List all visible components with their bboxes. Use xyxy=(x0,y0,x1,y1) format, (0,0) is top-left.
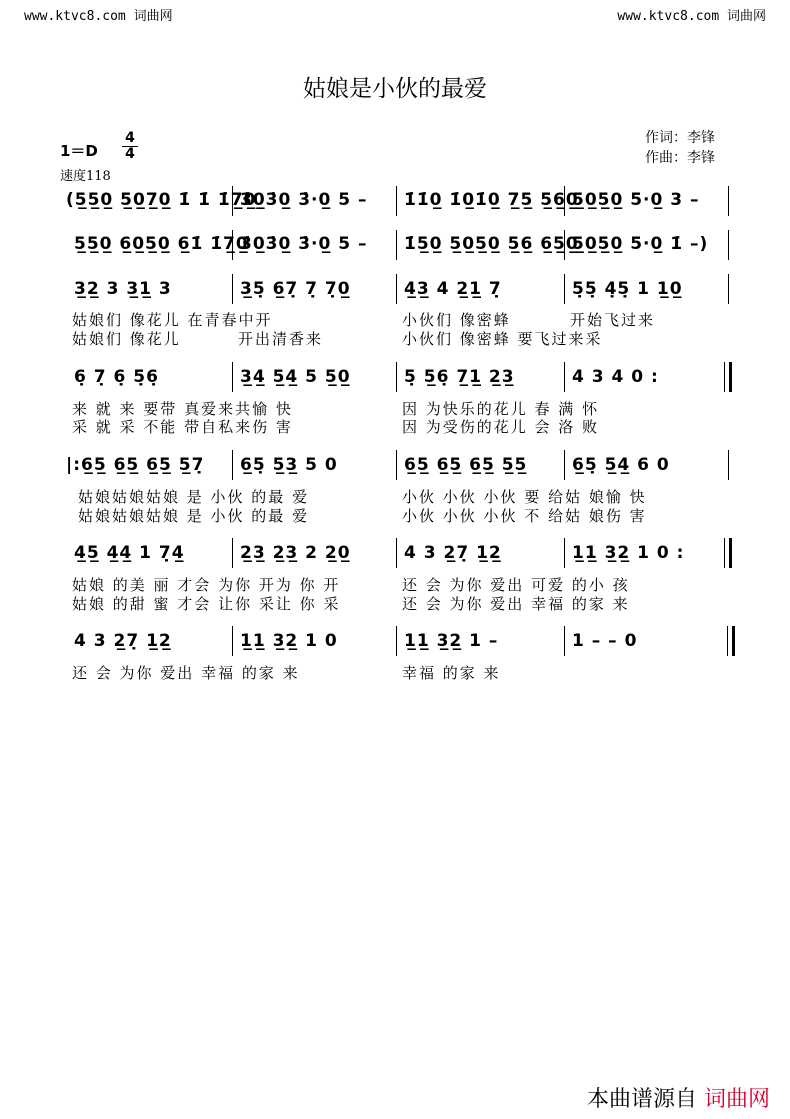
barline xyxy=(232,274,233,304)
barline xyxy=(396,538,397,568)
barline xyxy=(396,274,397,304)
measure-r0-m1: 3̇0̲3̇0̲ 3̇·0̲ 5 – xyxy=(240,190,368,210)
measure-r2-m1: 3̲5̣ 6̲7̣ 7̣ 7̣0̲ xyxy=(240,279,351,299)
barline xyxy=(564,186,565,216)
lyric-r2-a-right: 小伙们 像密蜂 xyxy=(402,311,511,329)
measure-r1-m1: 3̇0̲3̇0̲ 3̇·0̲ 5 – xyxy=(240,234,368,254)
lyric-r3-a-left: 来 就 来 要带 真爱来共愉 快 xyxy=(72,400,293,418)
lyric-r5-a-right: 还 会 为你 爱出 可爱 的小 孩 xyxy=(402,576,630,594)
measure-r0-m3: 5̲0̲5̲0̲ 5·0̲ 3 – xyxy=(572,190,700,210)
measure-r6-m0: 4 3 2̲7̣ 1̲2̲ xyxy=(74,631,172,651)
lyric-r3-a-right: 因 为快乐的花儿 春 满 怀 xyxy=(402,400,600,418)
final-barline xyxy=(727,626,728,656)
measure-r6-m1: 1̲1̲ 3̲2̲ 1 0 xyxy=(240,631,338,651)
repeat-end-barline-thick xyxy=(729,538,732,568)
watermark-left: www.ktvc8.com 词曲网 xyxy=(24,9,173,24)
lyric-r5-b-right: 还 会 为你 爱出 幸福 的家 来 xyxy=(402,595,630,613)
barline xyxy=(728,274,729,304)
measure-r3-m3: 4 3 4 0 : xyxy=(572,367,659,387)
barline xyxy=(232,450,233,480)
watermark-right: www.ktvc8.com 词曲网 xyxy=(617,9,766,24)
footer-prefix: 本曲谱源自 xyxy=(586,1087,697,1112)
measure-r5-m3: 1̲1̲ 3̲2̲ 1 0 : xyxy=(572,543,685,563)
measure-r0-m0: (5̲5̲0̲ 5̲0̲7̲0̲ 1̇ 1̇ 1̇7̲0̲ xyxy=(66,190,257,210)
barline xyxy=(396,626,397,656)
lyric-r3-b-right: 因 为受伤的花儿 会 洛 败 xyxy=(402,418,600,436)
barline xyxy=(232,538,233,568)
barline xyxy=(728,186,729,216)
lyric-r4-a-left: 姑娘姑娘姑娘 是 小伙 的最 爱 xyxy=(78,488,310,506)
time-signature-top: 4 xyxy=(125,130,135,146)
measure-r5-m2: 4 3 2̲7̣ 1̲2̲ xyxy=(404,543,502,563)
measure-r1-m2: 1̇5̲0̲ 5̲0̲5̲0̲ 5̲6̲ 6̲5̲0̲ xyxy=(404,234,579,254)
lyric-r6-left: 还 会 为你 爱出 幸福 的家 来 xyxy=(72,664,300,682)
lyric-r2-b-mid: 开出清香来 xyxy=(238,330,324,348)
time-signature-bottom: 4 xyxy=(122,146,138,162)
barline xyxy=(396,186,397,216)
repeat-end-barline xyxy=(724,538,725,568)
barline xyxy=(728,450,729,480)
lyric-r5-b-left: 姑娘 的甜 蜜 才会 让你 采让 你 采 xyxy=(72,595,341,613)
lyric-r2-b-right: 小伙们 像密蜂 要飞过来采 xyxy=(402,330,603,348)
measure-r6-m3: 1 – – 0 xyxy=(572,631,638,651)
measure-r4-m2: 6̲5̲ 6̲5̲ 6̲5̲ 5̲5̲ xyxy=(404,455,528,475)
measure-r3-m0: 6̣ 7̣ 6̣ 5̣6̣ xyxy=(74,367,159,387)
barline xyxy=(564,450,565,480)
measure-r2-m2: 4̲3̲ 4 2̲1̲ 7̣ xyxy=(404,279,502,299)
lyric-r4-b-right: 小伙 小伙 小伙 不 给姑 娘伤 害 xyxy=(402,507,647,525)
lyric-r2-b-left: 姑娘们 像花儿 xyxy=(72,330,181,348)
measure-r4-m1: 6̲5̣ 5̲3̲ 5 0 xyxy=(240,455,338,475)
barline xyxy=(564,362,565,392)
barline xyxy=(564,230,565,260)
source-footer xyxy=(587,1082,770,1113)
lyric-r5-a-left: 姑娘 的美 丽 才会 为你 开为 你 开 xyxy=(72,576,341,594)
measure-r4-m0: |:6̲5̲ 6̲5̲ 6̲5̲ 5̲7̣ xyxy=(66,455,205,475)
repeat-end-barline xyxy=(724,362,725,392)
measure-r5-m0: 4̲5̲ 4̲4̲ 1 7̣4̲ xyxy=(74,543,185,563)
composer-credit: 作曲：李锋 xyxy=(645,150,715,166)
measure-r1-m0: 5̲5̲0̲ 6̲0̲5̲0̲ 6̲1̇ 1̇7̲0̲ xyxy=(74,234,249,254)
lyric-r2-a-left: 姑娘们 像花儿 在青春中开 xyxy=(72,311,273,329)
lyric-r3-b-left: 采 就 采 不能 带自私来伤 害 xyxy=(72,418,293,436)
final-barline-thick xyxy=(732,626,735,656)
lyric-r6-right: 幸福 的家 来 xyxy=(402,664,501,682)
barline xyxy=(232,626,233,656)
barline xyxy=(396,230,397,260)
barline xyxy=(564,274,565,304)
measure-r4-m3: 6̲5̣ 5̲4̲ 6 0 xyxy=(572,455,670,475)
song-title: 姑娘是小伙的最爱 xyxy=(303,76,487,102)
measure-r1-m3: 5̲0̲5̲0̲ 5·0̲ 1̇ –) xyxy=(572,234,709,254)
key-signature: 1＝D xyxy=(60,142,98,160)
barline xyxy=(396,362,397,392)
barline xyxy=(232,362,233,392)
measure-r5-m1: 2̲3̲ 2̲3̲ 2 2̲0̲ xyxy=(240,543,351,563)
lyricist-credit: 作词：李锋 xyxy=(645,130,715,146)
lyric-r4-a-right: 小伙 小伙 小伙 要 给姑 娘愉 快 xyxy=(402,488,647,506)
footer-brand[interactable]: 词曲网 xyxy=(703,1087,770,1112)
barline xyxy=(232,186,233,216)
lyric-r4-b-left: 姑娘姑娘姑娘 是 小伙 的最 爱 xyxy=(78,507,310,525)
measure-r2-m3: 5̣5̣ 4̣5̣ 1 1̲0̲ xyxy=(572,279,683,299)
time-signature xyxy=(122,131,138,162)
measure-r3-m1: 3̲4̲ 5̲4̲ 5 5̲0̲ xyxy=(240,367,351,387)
measure-r0-m2: 1̇1̇0̲ 1̇0̲1̇0̲ 7̲5̲ 5̲6̲0̲ xyxy=(404,190,579,210)
lyric-r2-a-end: 开始飞过来 xyxy=(570,311,656,329)
barline xyxy=(564,538,565,568)
tempo-marking: 速度118 xyxy=(60,169,111,184)
barline xyxy=(728,230,729,260)
measure-r6-m2: 1̲1̲ 3̲2̲ 1 – xyxy=(404,631,499,651)
measure-r2-m0: 3̲2̲ 3 3̲1̲ 3 xyxy=(74,279,172,299)
barline xyxy=(564,626,565,656)
barline xyxy=(396,450,397,480)
barline xyxy=(232,230,233,260)
repeat-end-barline-thick xyxy=(729,362,732,392)
measure-r3-m2: 5̣ 5̲6̣ 7̲1̲ 2̲3̲ xyxy=(404,367,515,387)
